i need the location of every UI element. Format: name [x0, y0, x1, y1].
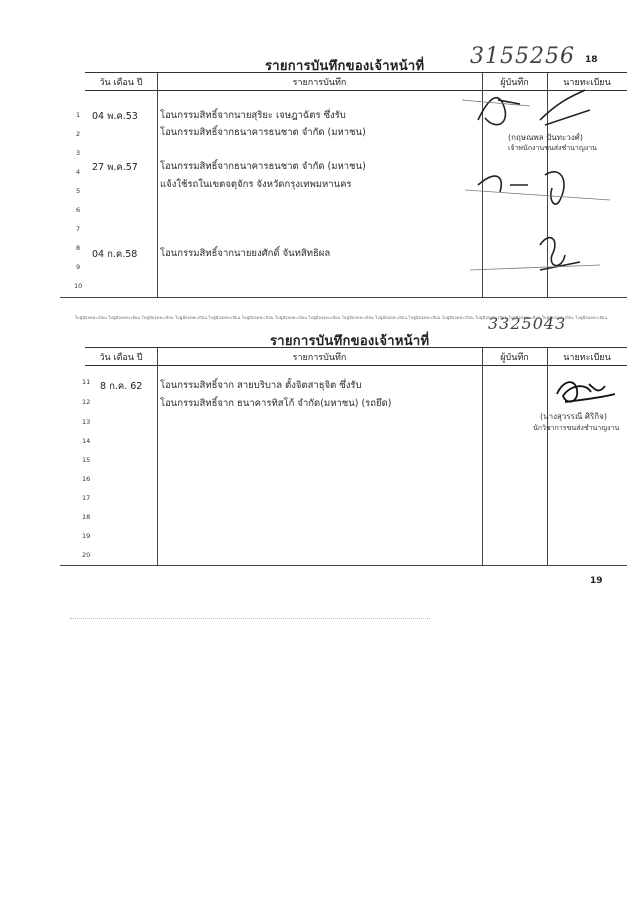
row-number: 17	[82, 494, 91, 502]
entry-date: 04 พ.ค.53	[92, 111, 138, 122]
row-number: 9	[76, 263, 81, 271]
row-number: 2	[76, 130, 81, 138]
row-number: 4	[76, 168, 81, 176]
row-number: 7	[76, 225, 81, 233]
entry-date: 27 พ.ค.57	[92, 162, 138, 173]
separator-strip: ใบคู่มือจดทะเบียน ใบคู่มือจดทะเบียน ใบคู่มือจดทะเบียน ใบคู่มือจดทะเบียน ใบคู่มือจดทะเบียน ใบคู่มือจดทะเบียน ใบคู่มือจดทะเบียน ใบคู่มือจดทะเบียน ใบคู่มือจดทะเบียน ใบคู่มือจดทะเบียน ใบคู่มือจดทะเบียน ใบคู่มือจดทะเบียน ใบคู่มือจดทะเบียน ใบคู่มือจดทะเบียน ใบคู่มือจดทะเบียน ใบคู่มือจดทะเบียน	[75, 315, 608, 320]
row-number: 8	[76, 244, 81, 252]
row-number: 14	[82, 437, 91, 445]
row-number: 12	[82, 398, 91, 406]
entry-line: แจ้งใช้รถในเขตจตุจักร จังหวัดกรุงเทพมหานคร	[160, 179, 352, 190]
entry-line: โอนกรรมสิทธิ์จากธนาคารธนชาต จำกัด (มหาชน)	[160, 161, 366, 172]
row-number: 13	[82, 418, 91, 426]
entry-line: โอนกรรมสิทธิ์จาก ธนาคารทิสโก้ จำกัด(มหาชน) (รถยึด)	[160, 398, 392, 409]
entry-line: โอนกรรมสิทธิ์จากธนาคารธนชาต จำกัด (มหาชน)	[160, 127, 366, 138]
section2-title: รายการบันทึกของเจ้าหน้าที่	[270, 334, 430, 349]
header-entry: รายการบันทึก	[157, 73, 482, 91]
row-number: 18	[82, 513, 91, 521]
header-recorder: ผู้บันทึก	[482, 348, 547, 366]
registrar-position: นักวิชาการขนส่งชำนาญงาน	[533, 424, 620, 432]
entry-date: 04 ก.ค.58	[92, 249, 138, 260]
header-recorder: ผู้บันทึก	[482, 73, 547, 91]
header-date: วัน เดือน ปี	[85, 348, 157, 366]
row-number: 20	[82, 551, 91, 559]
section1-title: รายการบันทึกของเจ้าหน้าที่	[265, 59, 425, 74]
header-date: วัน เดือน ปี	[85, 73, 157, 91]
entry-line: โอนกรรมสิทธิ์จาก สายบริบาล ตั้งจิตสาธุจิต ซึ่งรับ	[160, 380, 362, 391]
document-number-bottom: 3325043	[488, 314, 567, 333]
registrar-position: เจ้าพนักงานขนส่งชำนาญงาน	[508, 144, 597, 152]
row-number: 6	[76, 206, 81, 214]
entry-line: โอนกรรมสิทธิ์จากนายยงศักดิ์ จันทสิทธิผล	[160, 248, 331, 259]
row-number: 16	[82, 475, 91, 483]
page-number-top: 18	[585, 55, 598, 65]
entry-date: 8 ก.ค. 62	[100, 381, 143, 392]
row-number: 5	[76, 187, 81, 195]
signature-stamp-1	[0, 0, 640, 300]
entry-line: โอนกรรมสิทธิ์จากนายสุริยะ เจษฎาฉัตร ซึ่งรับ	[160, 110, 346, 121]
header-registrar: นายทะเบียน	[547, 73, 627, 91]
header-entry: รายการบันทึก	[157, 348, 482, 366]
signature-2	[545, 372, 625, 412]
row-number: 19	[82, 532, 91, 540]
row-number: 10	[74, 282, 83, 290]
row-number: 3	[76, 149, 81, 157]
document-number-top: 3155256	[470, 44, 575, 69]
registrar-name: (กฤษณพล ปันทะวงศ์)	[508, 133, 583, 142]
header-registrar: นายทะเบียน	[547, 348, 627, 366]
scan-artifact	[70, 618, 430, 619]
row-number: 11	[82, 378, 91, 386]
page-number-bottom: 19	[590, 576, 603, 586]
row-number: 15	[82, 456, 91, 464]
row-number: 1	[76, 111, 81, 119]
registrar-name: (นางสุวรรณี ศิริกิจ)	[540, 412, 607, 421]
